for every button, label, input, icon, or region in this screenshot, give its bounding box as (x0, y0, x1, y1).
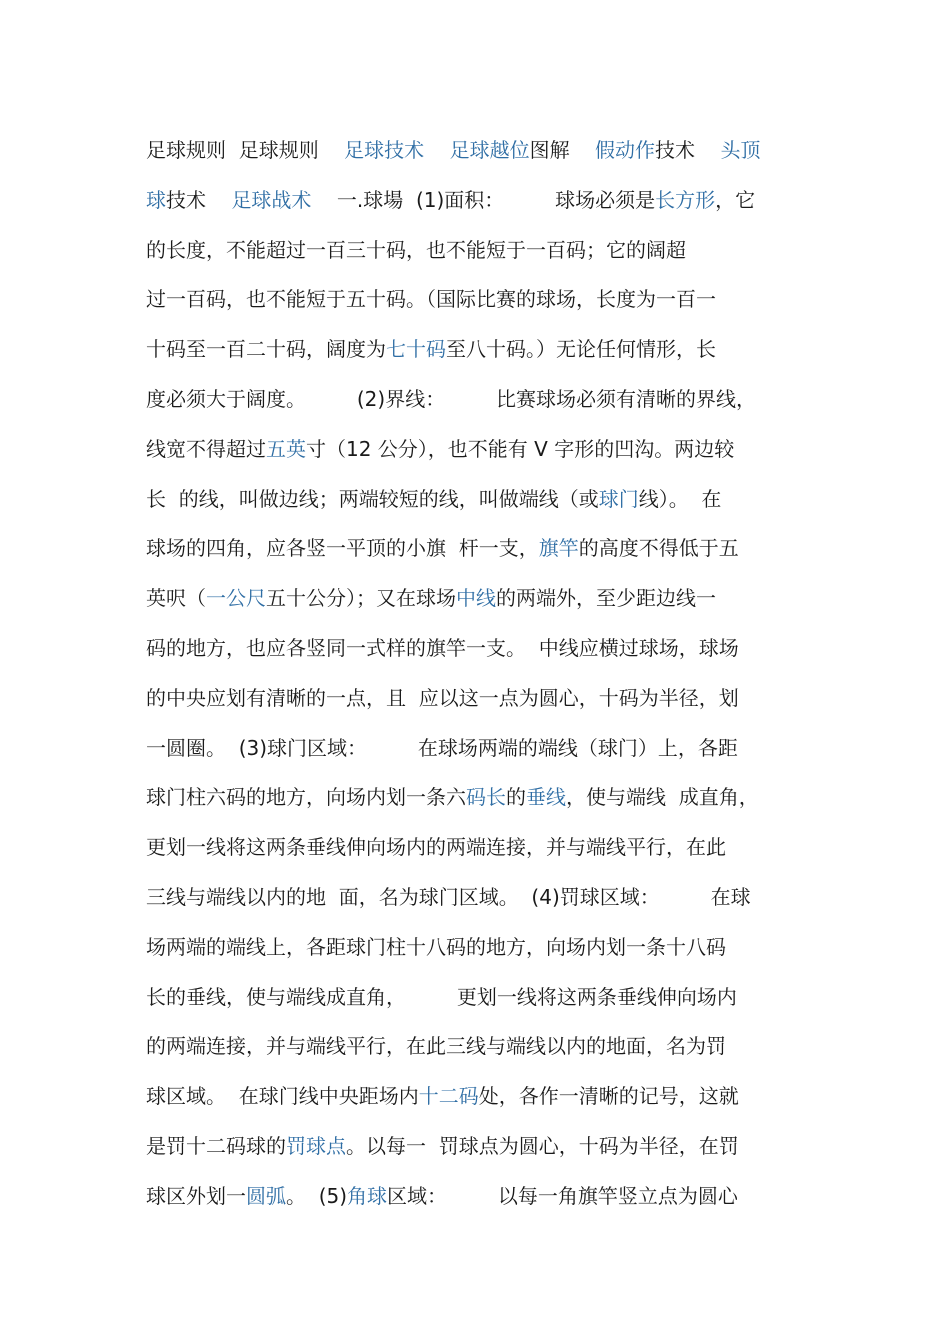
text-line (146, 823, 836, 873)
text-run: 球场的四角，应各竖一平顶的小旗 杆一支， (146, 536, 539, 561)
text-run: 英呎（ (146, 586, 206, 611)
text-line (146, 275, 836, 325)
text-run: 的两端连接，并与端线平行，在此三线与端线以内的地面，名为罚 (146, 1034, 726, 1059)
inline-link[interactable]: 球 (146, 187, 166, 212)
inline-link[interactable]: 七十码 (386, 337, 446, 362)
text-run: 。 (5) (286, 1183, 348, 1208)
text-line (146, 226, 836, 276)
text-line (146, 674, 836, 724)
inline-link[interactable]: 长方形 (655, 187, 716, 212)
text-run: 寸（12 公分），也不能有 V 字形的凹沟。两边较 (306, 436, 735, 461)
text-run: 的 (506, 785, 526, 810)
inline-link[interactable]: 罚球点 (286, 1133, 346, 1158)
text-run: 度必须大于阔度。 (2)界线： 比赛球场必须有清晰的界线， (146, 386, 757, 411)
text-line (146, 1022, 836, 1072)
text-run: 技术 (166, 187, 232, 212)
text-line (146, 475, 836, 525)
text-run: 是罚十二码球的 (146, 1133, 286, 1158)
text-line (146, 425, 836, 475)
text-line (146, 1172, 836, 1222)
text-run: 球区域。 在球门线中央距场内 (146, 1084, 419, 1109)
inline-link[interactable]: 垂线 (526, 785, 566, 810)
text-run: 图解 (529, 138, 596, 162)
text-line (146, 574, 836, 624)
text-run: 一圆圈。 (3)球门区域： 在球场两端的端线（球门）上，各距 (146, 735, 738, 760)
text-line (146, 176, 836, 226)
text-run: 十码至一百二十码，阔度为 (146, 337, 386, 362)
text-run: 。以每一 罚球点为圆心，十码为半径，在罚 (346, 1133, 739, 1158)
text-line (146, 773, 836, 823)
text-run: 球门柱六码的地方，向场内划一条六 (146, 785, 466, 810)
text-run (424, 138, 449, 162)
text-run: 更划一线将这两条垂线伸向场内的两端连接，并与端线平行，在此 (146, 835, 726, 860)
text-run: 线）。 在 (638, 486, 722, 511)
text-line (146, 873, 836, 923)
inline-link[interactable]: 足球越位 (449, 138, 530, 162)
text-run: 区域： 以每一角旗竿竖立点为圆心 (387, 1183, 738, 1208)
text-run: 技术 (655, 138, 721, 162)
text-run: 球区外划一 (146, 1183, 246, 1208)
text-run: 处，各作一清晰的记号，这就 (478, 1084, 739, 1109)
text-run: 长的垂线，使与端线成直角， 更划一线将这两条垂线伸向场内 (146, 984, 737, 1009)
text-run: 长 的线，叫做边线；两端较短的线，叫做端线（或 (146, 486, 599, 511)
inline-link[interactable]: 十二码 (418, 1084, 479, 1109)
inline-link[interactable]: 头顶 (720, 138, 761, 162)
text-run: ，使与端线 成直角， (566, 785, 759, 810)
text-line (146, 375, 836, 425)
inline-link[interactable]: 圆弧 (246, 1183, 286, 1208)
text-run: 线宽不得超过 (146, 436, 266, 461)
text-run: 足球规则 足球规则 (146, 138, 345, 162)
text-line (146, 1122, 836, 1172)
text-run: 一.球場 (1)面积： 球场必须是 (311, 187, 656, 212)
text-run: 的长度，不能超过一百三十码，也不能短于一百码；它的阔超 (146, 237, 686, 262)
text-line (146, 923, 836, 973)
inline-link[interactable]: 码长 (466, 785, 506, 810)
text-line (146, 126, 836, 176)
inline-link[interactable]: 球门 (598, 486, 639, 511)
text-line (146, 325, 836, 375)
text-run: 的中央应划有清晰的一点，且 应以这一点为圆心，十码为半径，划 (146, 685, 739, 710)
body-text (146, 126, 836, 1222)
text-run: 三线与端线以内的地 面，名为球门区域。 (4)罚球区域： 在球 (146, 884, 751, 909)
text-line (146, 524, 836, 574)
inline-link[interactable]: 五英 (266, 436, 306, 461)
text-run: 过一百码，也不能短于五十码。（国际比赛的球场，长度为一百一 (146, 287, 716, 312)
inline-link[interactable]: 足球战术 (231, 187, 312, 212)
text-line (146, 1072, 836, 1122)
text-run: 的高度不得低于五 (578, 536, 739, 561)
text-run: ，它 (715, 187, 756, 212)
text-run: 场两端的端线上，各距球门柱十八码的地方，向场内划一条十八码 (146, 934, 726, 959)
text-line (146, 724, 836, 774)
inline-link[interactable]: 假动作 (595, 138, 656, 162)
text-run: 码的地方，也应各竖同一式样的旗竿一支。 中线应横过球场，球场 (146, 635, 739, 660)
text-run: 至八十码。）无论任何情形，长 (446, 337, 716, 362)
inline-link[interactable]: 一公尺 (206, 586, 266, 611)
inline-link[interactable]: 中线 (456, 586, 496, 611)
inline-link[interactable]: 角球 (347, 1183, 388, 1208)
text-line (146, 973, 836, 1023)
text-line (146, 624, 836, 674)
inline-link[interactable]: 旗竿 (538, 536, 579, 561)
text-run: 的两端外，至少距边线一 (496, 586, 716, 611)
inline-link[interactable]: 足球技术 (344, 138, 425, 162)
text-run: 五十公分）；又在球场 (266, 586, 456, 611)
